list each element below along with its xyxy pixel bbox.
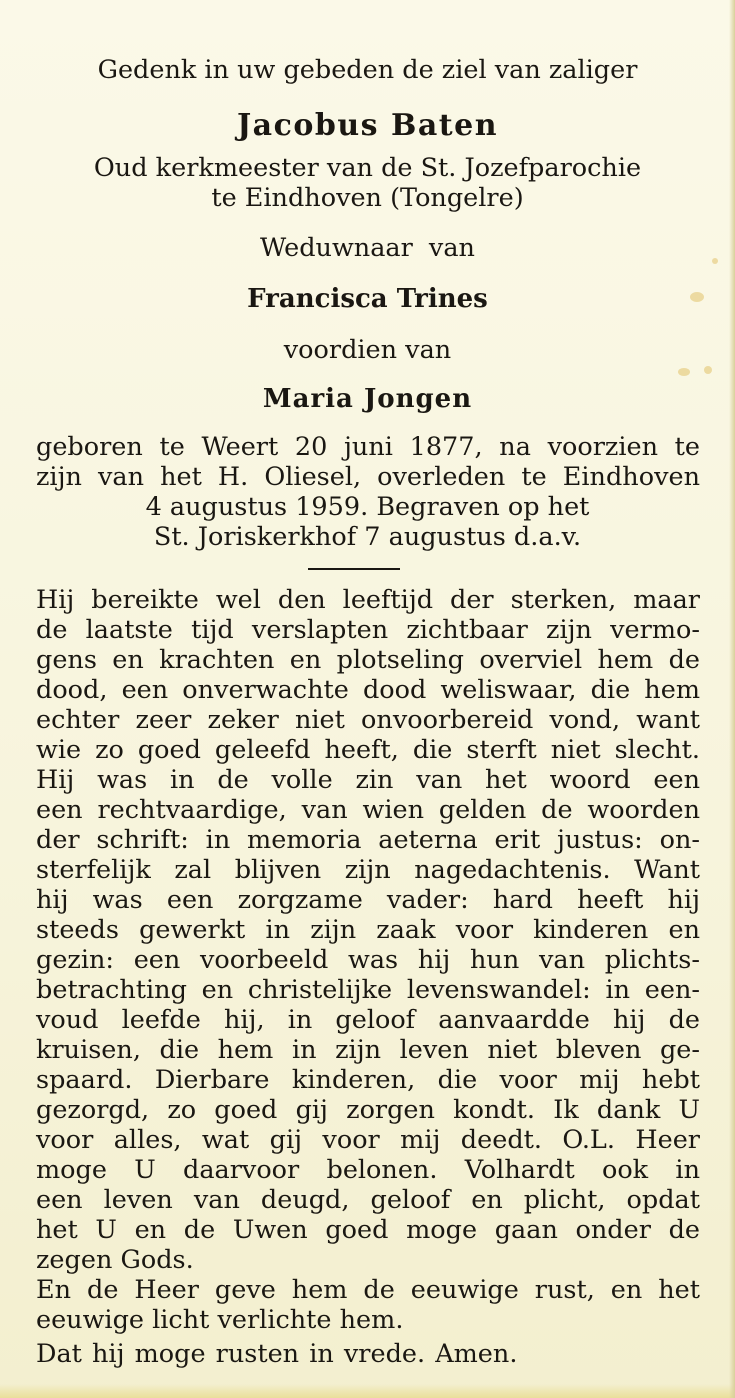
body-line: Hij was in de volle zin van het woord een: [36, 765, 700, 795]
body-line: eeuwige licht verlichte hem.: [36, 1305, 404, 1335]
body-line: het U en de Uwen goed moge gaan onder de: [36, 1215, 700, 1245]
body-line: der schrift: in memoria aeterna erit justus: on-: [36, 825, 700, 855]
body-line: Hij bereikte wel den leeftijd der sterken, maar: [36, 585, 700, 615]
paper-stain: [678, 368, 690, 376]
body-line: wie zo goed geleefd heeft, die sterft niet slecht.: [36, 735, 700, 765]
body-line: zegen Gods.: [36, 1245, 194, 1275]
body-line: gens en krachten en plotseling overviel hem de: [36, 645, 700, 675]
body-line: echter zeer zeker niet onvoorbereid vond, want: [36, 705, 700, 735]
body-line: betrachting en christelijke levenswandel: in een-: [36, 975, 700, 1005]
paper-stain: [704, 366, 712, 374]
body-line: En de Heer geve hem de eeuwige rust, en het: [36, 1275, 700, 1305]
body-line: gezin: een voorbeeld was hij hun van plichts-: [36, 945, 700, 975]
body-line: gezorgd, zo goed gij zorgen kondt. Ik dank U: [36, 1095, 700, 1125]
dates-line: zijn van het H. Oliesel, overleden te Eindhoven: [36, 462, 700, 492]
dates-line: 4 augustus 1959. Begraven op het: [145, 492, 590, 522]
dates-line: St. Joriskerkhof 7 augustus d.a.v.: [153, 522, 582, 552]
intro-text: Gedenk in uw gebeden de ziel van zaliger: [97, 55, 638, 85]
dates-line: geboren te Weert 20 juni 1877, na voorzien te: [36, 432, 700, 462]
spouse-2-name: Maria Jongen: [262, 384, 473, 414]
body-line: kruisen, die hem in zijn leven niet bleven ge-: [36, 1035, 700, 1065]
body-line: een leven van deugd, geloof en plicht, opdat: [36, 1185, 700, 1215]
body-line: voor alles, wat gij voor mij deedt. O.L. Heer: [36, 1125, 700, 1155]
body-line: de laatste tijd verslapten zichtbaar zijn vermo-: [36, 615, 700, 645]
body-line: voud leefde hij, in geloof aanvaardde hij de: [36, 1005, 700, 1035]
paper-edge-right: [729, 0, 735, 1398]
divider-rule: [308, 568, 400, 570]
previously-of: voordien van: [283, 335, 452, 365]
body-line: een rechtvaardige, van wien gelden de woorden: [36, 795, 700, 825]
body-line: steeds gewerkt in zijn zaak voor kinderen en: [36, 915, 700, 945]
role-line-2: te Eindhoven (Tongelre): [211, 183, 524, 213]
spouse-1-name: Francisca Trines: [247, 284, 488, 314]
deceased-name: Jacobus Baten: [236, 108, 499, 143]
body-line: hij was een zorgzame vader: hard heeft hij: [36, 885, 700, 915]
body-line: moge U daarvoor belonen. Volhardt ook in: [36, 1155, 700, 1185]
body-line: sterfelijk zal blijven zijn nagedachtenis. Want: [36, 855, 700, 885]
widower-of: Weduwnaar van: [260, 233, 475, 263]
paper-edge-bottom: [0, 1384, 735, 1398]
body-line: spaard. Dierbare kinderen, die voor mij hebt: [36, 1065, 700, 1095]
role-line-1: Oud kerkmeester van de St. Jozefparochie: [93, 153, 642, 183]
body-line: dood, een onverwachte dood weliswaar, die hem: [36, 675, 700, 705]
closing-line: Dat hij moge rusten in vrede. Amen.: [36, 1339, 518, 1369]
